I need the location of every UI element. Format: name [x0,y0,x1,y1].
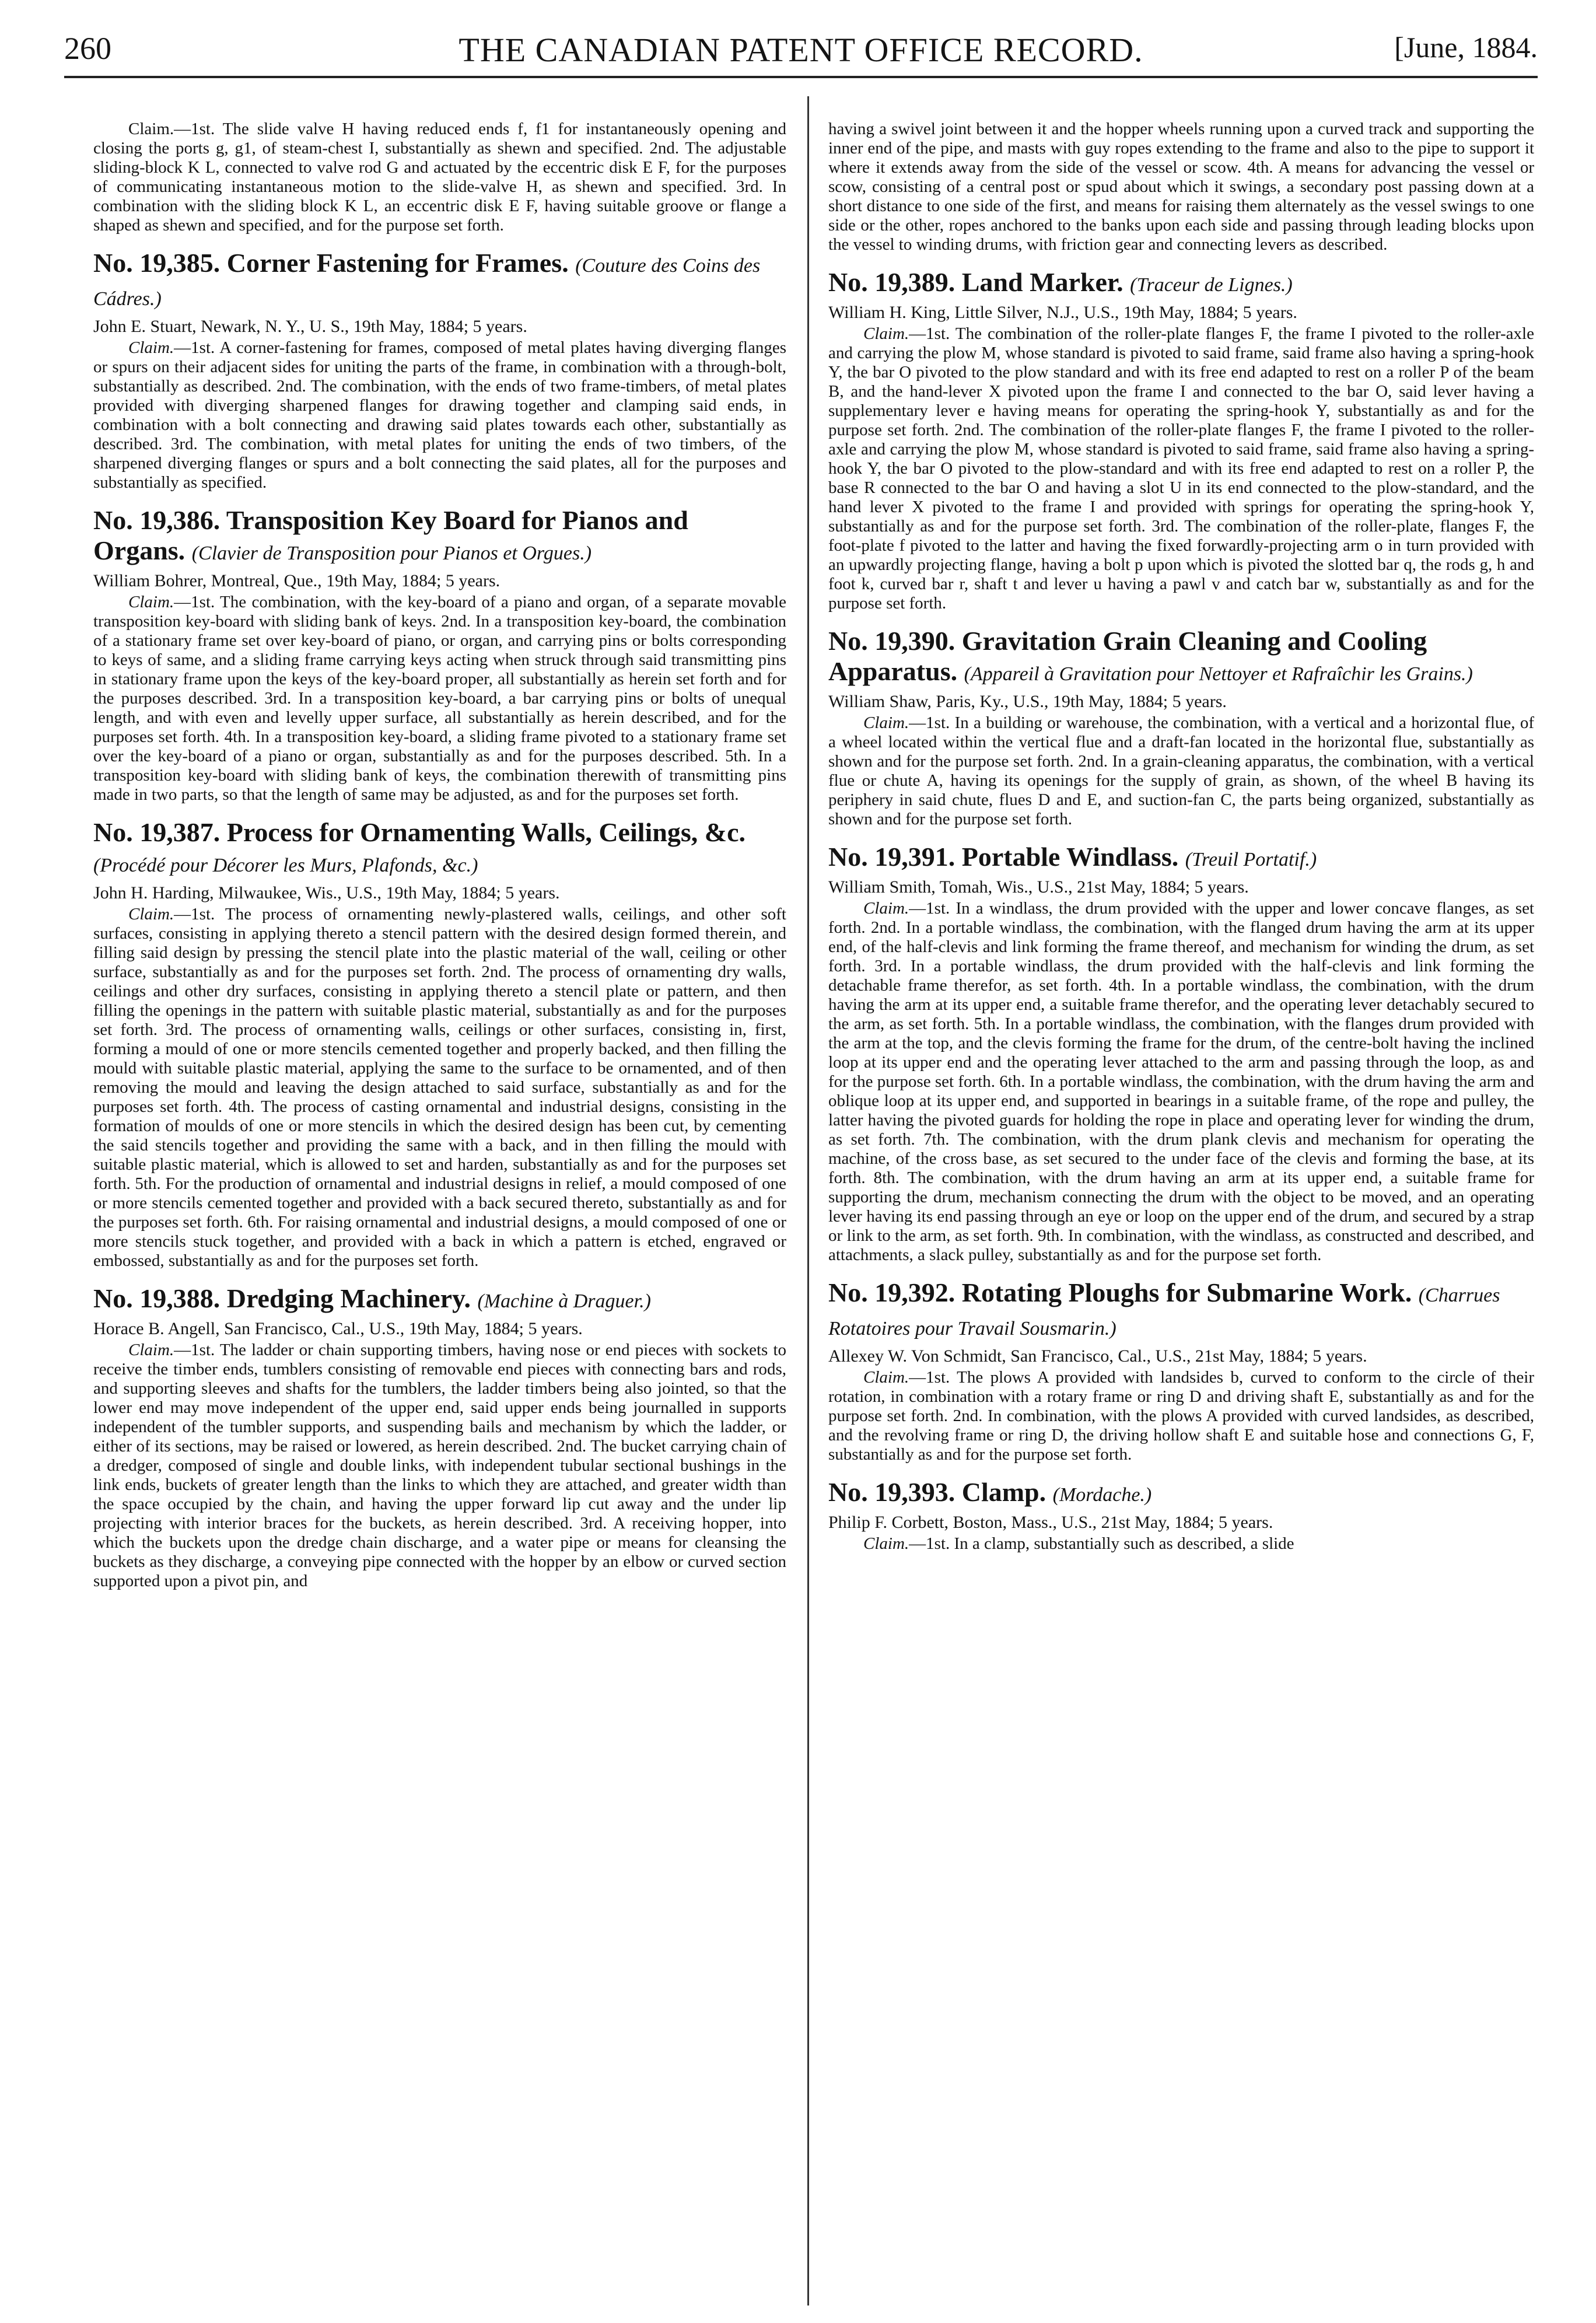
page-number: 260 [64,31,111,66]
patent-entry-19392 [828,1278,1534,1464]
entry-heading [828,1278,1534,1344]
claim-text: —1st. In a building or warehouse, the combination, with a vertical and a horizontal flue, of a wheel located within the vertical flue and a draft-fan located in the horizontal flue, substantially as shown and for the purpose set forth. 2nd. In a grain-cleaning apparatus, the combination, with a vertical flue or chute A, having its openings for the supply of grain, as shown, of the wheel B having its periphery in said chute, flues D and E, and suction-fan C, the parts being organized, substantially as shown and for the purpose set forth. [828,713,1534,828]
patent-entry-19391 [828,842,1534,1265]
entry-heading [828,1477,1534,1510]
entry-number: No. 19,392. [828,1278,956,1307]
entry-patentee: William Smith, Tomah, Wis., U.S., 21st May, 1884; 5 years. [828,877,1249,897]
entry-patentee: John E. Stuart, Newark, N. Y., U. S., 19th May, 1884; 5 years. [93,317,527,336]
entry-number: No. 19,390. [828,626,956,656]
entry-number: No. 19,389. [828,267,956,297]
entry-patentee: William Bohrer, Montreal, Que., 19th May, 1884; 5 years. [93,571,501,590]
entry-number: No. 19,386. [93,505,220,535]
entry-title: Portable Windlass. [961,842,1179,872]
claim-label: Claim. [863,324,909,343]
entry-patentee: Allexey W. Von Schmidt, San Francisco, Cal., U.S., 21st May, 1884; 5 years. [828,1346,1367,1366]
entry-heading [93,1283,786,1317]
claim-text: —1st. The plows A provided with landsides b, curved to conform to the circle of their rotation, in combination with a rotary frame or ring D and driving shaft E, substantially as and for the purpose set forth. 2nd. In combination, with the plows A provided with curved landsides, as described, and the revolving frame or ring D, the driving hollow shaft E and suitable hose and connections G, F, substantially as and for the purpose set forth. [828,1368,1534,1464]
claim-label: Claim. [863,899,909,918]
patent-entry-19389 [828,267,1534,613]
intro-claim: Claim.—1st. The slide valve H having reduced ends f, f1 for instantaneously opening and closing the ports g, g1, of steam-chest I, substantially as shewn and specified. 2nd. The adjustable sliding-block K L, connected to valve rod G and actuated by the eccentric disk E F, for the purposes of communicating instantaneous motion to the slide-valve H, as shewn and specified. 3rd. In combination with the sliding block K L, an eccentric disk E F, having suitable groove or flange a shaped as shewn and specified, and for the purpose set forth. [93,120,786,235]
continued-claim: having a swivel joint between it and the hopper wheels running upon a curved track and supporting the inner end of the pipe, and masts with guy ropes extending to the frame and also to the pipe to support it where it extends away from the side of the vessel or scow. 4th. A means for advancing the vessel or scow, consisting of a central post or spud about which it swings, a secondary post passing down at a short distance to one side of the first, and means for raising them alternately as the vessel swings to one side or the other, ropes anchored to the banks upon each side and passing through leading blocks upon the vessel to winding drums, with friction gear and connecting levers as described. [828,120,1534,254]
claim-label: Claim. [128,1341,174,1359]
claim-text: —1st. The process of ornamenting newly-plastered walls, ceilings, and other soft surfaces, consisting in applying thereto a stencil pattern with the desired design formed therein, and filling said design by pressing the stencil plate into the plastic material of the wall, ceiling or other surface, substantially as and for the purposes set forth. 2nd. The process of ornamenting dry walls, ceilings and other dry surfaces, consisting in applying thereto a stencil plate or pattern, and then filling the openings in the pattern with suitable plastic material, substantially as and for the purposes set forth. 3rd. The process of ornamenting walls, ceilings or other surfaces, consisting in, first, forming a mould of one or more stencils cemented together and properly backed, and then filling the mould with suitable plastic material, applying the same to the surface to be ornamented, and of then removing the mould and leaving the design attached to said surface, substantially as and for the purposes set forth. 4th. The process of casting ornamental and industrial designs, consisting in the formation of moulds of one or more stencils in which the desired design has been cut, by cementing the said stencils together and providing the same with a back, and in then filling the mould with suitable plastic material, which is allowed to set and harden, substantially as and for the purposes set forth. 5th. For the production of ornamental and industrial designs in relief, a mould composed of one or more stencils cemented together and provided with a back secured thereto, substantially as and for the purposes set forth. 6th. For raising ornamental and industrial designs, a mould composed of one or more stencils stuck together, and provided with a back in which a pattern is etched, engraved or embossed, substantially as and for the purposes set forth. [93,905,786,1270]
entry-french-title: (Mordache.) [1052,1484,1152,1506]
entry-number: No. 19,391. [828,842,956,872]
entry-heading [828,267,1534,300]
column-divider [807,96,809,2305]
claim-label: Claim. [128,338,174,357]
claim-text: —1st. The ladder or chain supporting timbers, having nose or end pieces with sockets to receive the timber ends, tumblers consisting of removable end pieces with connecting bars and rods, and supporting sleeves and shafts for the tumblers, the ladder timbers being also jointed, so that the lower end may move independent of the upper end, said upper ends being journalled in supports independent of the tumbler supports, and suspending bails and mechanism by which the ladder, or either of its sections, may be raised or lowered, as herein described. 2nd. The bucket carrying chain of a dredger, composed of single and double links, with independent tubular sectional bushings in the link ends, buckets of greater length than the links to which they are attached, and greater width than the space occupied by the chain, and having the upper forward lip cut away and the under lip projecting with interior braces for the buckets, as herein described. 3rd. A receiving hopper, into which the buckets upon the dredge chain discharge, and a water pipe or means for cleansing the buckets as they discharge, a conveying pipe connected with the hopper by an elbow or curved section supported upon a pivot pin, and [93,1341,786,1590]
entry-patentee: Philip F. Corbett, Boston, Mass., U.S., 21st May, 1884; 5 years. [828,1513,1273,1532]
issue-date: [June, 1884. [1394,31,1538,64]
patent-entry-19388 [93,1283,786,1591]
patent-entry-19386 [93,505,786,804]
entry-claim [828,1534,1534,1554]
claim-label: Claim. [863,1534,909,1553]
entry-french-title: (Clavier de Transposition pour Pianos et Orgues.) [191,543,592,564]
entry-title: Land Marker. [961,267,1124,297]
entry-claim [828,713,1534,829]
claim-label: Claim. [128,593,174,611]
entry-title: Corner Fastening for Frames. [226,248,569,278]
entry-patentee: Horace B. Angell, San Francisco, Cal., U.S., 19th May, 1884; 5 years. [93,1319,583,1338]
entry-claim [93,905,786,1271]
entry-french-title: (Traceur de Lignes.) [1130,274,1293,296]
patent-entry-19390 [828,626,1534,829]
patent-entry-19393 [828,1477,1534,1554]
claim-text: —1st. In a windlass, the drum provided with the upper and lower concave flanges, as set forth. 2nd. In a portable windlass, the combination, with the flanged drum having the arm at its upper end, of the half-clevis and link forming the frame thereof, and mechanism for winding the drum, as set forth. 3rd. In a portable windlass, the drum provided with the half-clevis and link forming the detachable frame therefor, as set forth. 4th. In a portable windlass, the combination, with the drum having the arm at its upper end, a suitable frame therefor, and the operating lever detachably secured to the arm, as set forth. 5th. In a portable windlass, the combination, with the flanges drum provided with the arm at the top, and the clevis forming the frame for the drum, of the centre-bolt having the inclined loop at its upper end and the operating lever attached to the arm and passing through the loop, as and for the purpose set forth. 6th. In a portable windlass, the combination, with the drum having the arm and oblique loop at its upper end, and supported in bearings in a suitable frame, of the rope and pulley, the latter having the pivoted guards for holding the rope in place and operating lever for winding the drum, as set forth. 7th. The combination, with the drum plank clevis and mechanism for operating the machine, of the cross base, as set secured to the under face of the clevis and forming the base, at its forth. 8th. The combination, with the drum having an arm at its upper end, a suitable frame for supporting the drum, mechanism connecting the drum with the object to be moved, and an operating lever having its end passing through an eye or loop on the upper end of the drum, and secured by a strap or link to the arm, as set forth. 9th. In combination, with the windlass, as constructed and described, and attachments, a slack pulley, substantially as and for the purpose set forth. [828,899,1534,1264]
claim-label: Claim. [863,713,909,732]
entry-number: No. 19,393. [828,1477,956,1507]
entry-heading [93,248,786,314]
page-header [64,23,1538,78]
claim-text: —1st. The combination of the roller-plate flanges F, the frame I pivoted to the roller-axle and carrying the plow M, whose standard is pivoted to said frame, said frame also having a spring-hook Y, the bar O pivoted to the plow standard and with its free end adapted to rest on a roller P of the beam B, and the hand-lever X pivoted upon the frame I and connected to the bar O, said lever having a supplementary lever e having means for operating the spring-hook Y, substantially as and for the purpose set forth. 2nd. The combination of the roller-plate flanges F, the frame I pivoted to the roller-axle and carrying the plow M, whose standard is pivoted to said frame, said frame also having a spring-hook Y, the bar O pivoted to the plow-standard and with its free end adapted to rest on a roller P, the base R connected to the bar O and having a slot U in its end connected to the plow-standard, and the hand lever X pivoted to the frame I and provided with springs for operating the spring-hook Y, substantially as and for the purpose set forth. 3rd. The combination of the roller-plate, flanges F, the foot-plate f pivoted to the latter and having the fixed forwardly-projecting arm o in turn provided with an upwardly projecting flange, having a bolt p upon which is pivoted the slotted bar q, the rods g, h and foot k, curved bar r, shaft t and lever u having a pawl v and catch bar w, substantially as and for the purpose set forth. [828,324,1534,613]
patent-entry-19385 [93,248,786,492]
entry-patentee: John H. Harding, Milwaukee, Wis., U.S., 19th May, 1884; 5 years. [93,883,560,902]
entry-number: No. 19,385. [93,248,220,278]
entry-claim [93,593,786,804]
entry-title: Rotating Ploughs for Submarine Work. [961,1278,1412,1307]
entry-french-title: (Machine à Draguer.) [477,1290,651,1312]
entry-number: No. 19,388. [93,1283,220,1313]
right-column [828,120,1534,2305]
patent-entry-19387 [93,817,786,1271]
claim-text: —1st. In a clamp, substantially such as described, a slide [909,1534,1294,1553]
claim-label: Claim. [863,1368,909,1387]
entry-claim [93,1341,786,1591]
claim-text: —1st. The combination, with the key-board of a piano and organ, of a separate movable transposition key-board with sliding bank of keys. 2nd. In a transposition key-board, the combination of a stationary frame set over key-board of piano, or organ, and carrying pins or bolts corresponding to keys of same, and a sliding frame carrying keys acting when struck through said transmitting pins in stationary frame upon the keys of the key-board proper, all substantially as herein set forth and for the purposes described. 3rd. In a transposition key-board, a bar carrying pins or bolts of unequal length, and with even and levelly upper surface, all substantially as herein described, and for the purposes set forth. 4th. In a transposition key-board, a sliding frame pivoted to a stationary frame set over the key-board of a piano or organ, substantially as and for the purposes described. 5th. In a transposition key-board with sliding bank of keys, the combination therewith of transmitting pins made in two parts, so that the length of same may be adjusted, as and for the purposes set forth. [93,593,786,804]
entry-french-title: (Treuil Portatif.) [1185,849,1317,870]
entry-heading [828,626,1534,690]
entry-claim [828,899,1534,1265]
claim-label: Claim. [128,905,174,923]
entry-claim [93,338,786,492]
entry-heading [828,842,1534,875]
entry-patentee: William Shaw, Paris, Ky., U.S., 19th May, 1884; 5 years. [828,692,1227,711]
entry-claim [828,1368,1534,1464]
entry-french-title: (Couture des Coins des Cádres.) [93,255,761,310]
entry-title: Process for Ornamenting Walls, Ceilings, &c. [226,817,746,847]
entry-patentee: William H. King, Little Silver, N.J., U.S., 19th May, 1884; 5 years. [828,303,1297,322]
entry-claim [828,324,1534,613]
entry-title: Transposition Key Board for Pianos and Organs. [93,505,688,565]
entry-title: Gravitation Grain Cleaning and Cooling Apparatus. [828,626,1427,686]
entry-number: No. 19,387. [93,817,220,847]
publication-title: THE CANADIAN PATENT OFFICE RECORD. [459,31,1143,69]
entry-french-title: (Charrues Rotatoires pour Travail Sousmarin.) [828,1285,1500,1339]
entry-french-title: (Appareil à Gravitation pour Nettoyer et Rafraîchir les Grains.) [964,663,1473,685]
left-column [93,120,786,2305]
entry-title: Dredging Machinery. [226,1283,471,1313]
claim-text: —1st. A corner-fastening for frames, composed of metal plates having diverging flanges or spurs on their adjacent sides for uniting the parts of the frame, in combination with a through-bolt, substantially as described. 2nd. The combination, with the ends of two frame-timbers, of metal plates provided with diverging sharpened flanges for drawing together and clamping said ends, in combination with a bolt connecting and drawing said plates towards each other, substantially as described. 3rd. The combination, with metal plates for uniting the ends of two timbers, of the sharpened diverging flanges or spurs and a bolt connecting the said plates, all for the purposes and substantially as specified. [93,338,786,492]
entry-heading [93,505,786,569]
entry-french-title: (Procédé pour Décorer les Murs, Plafonds, &c.) [93,855,478,876]
entry-heading [93,817,786,881]
entry-title: Clamp. [961,1477,1046,1507]
